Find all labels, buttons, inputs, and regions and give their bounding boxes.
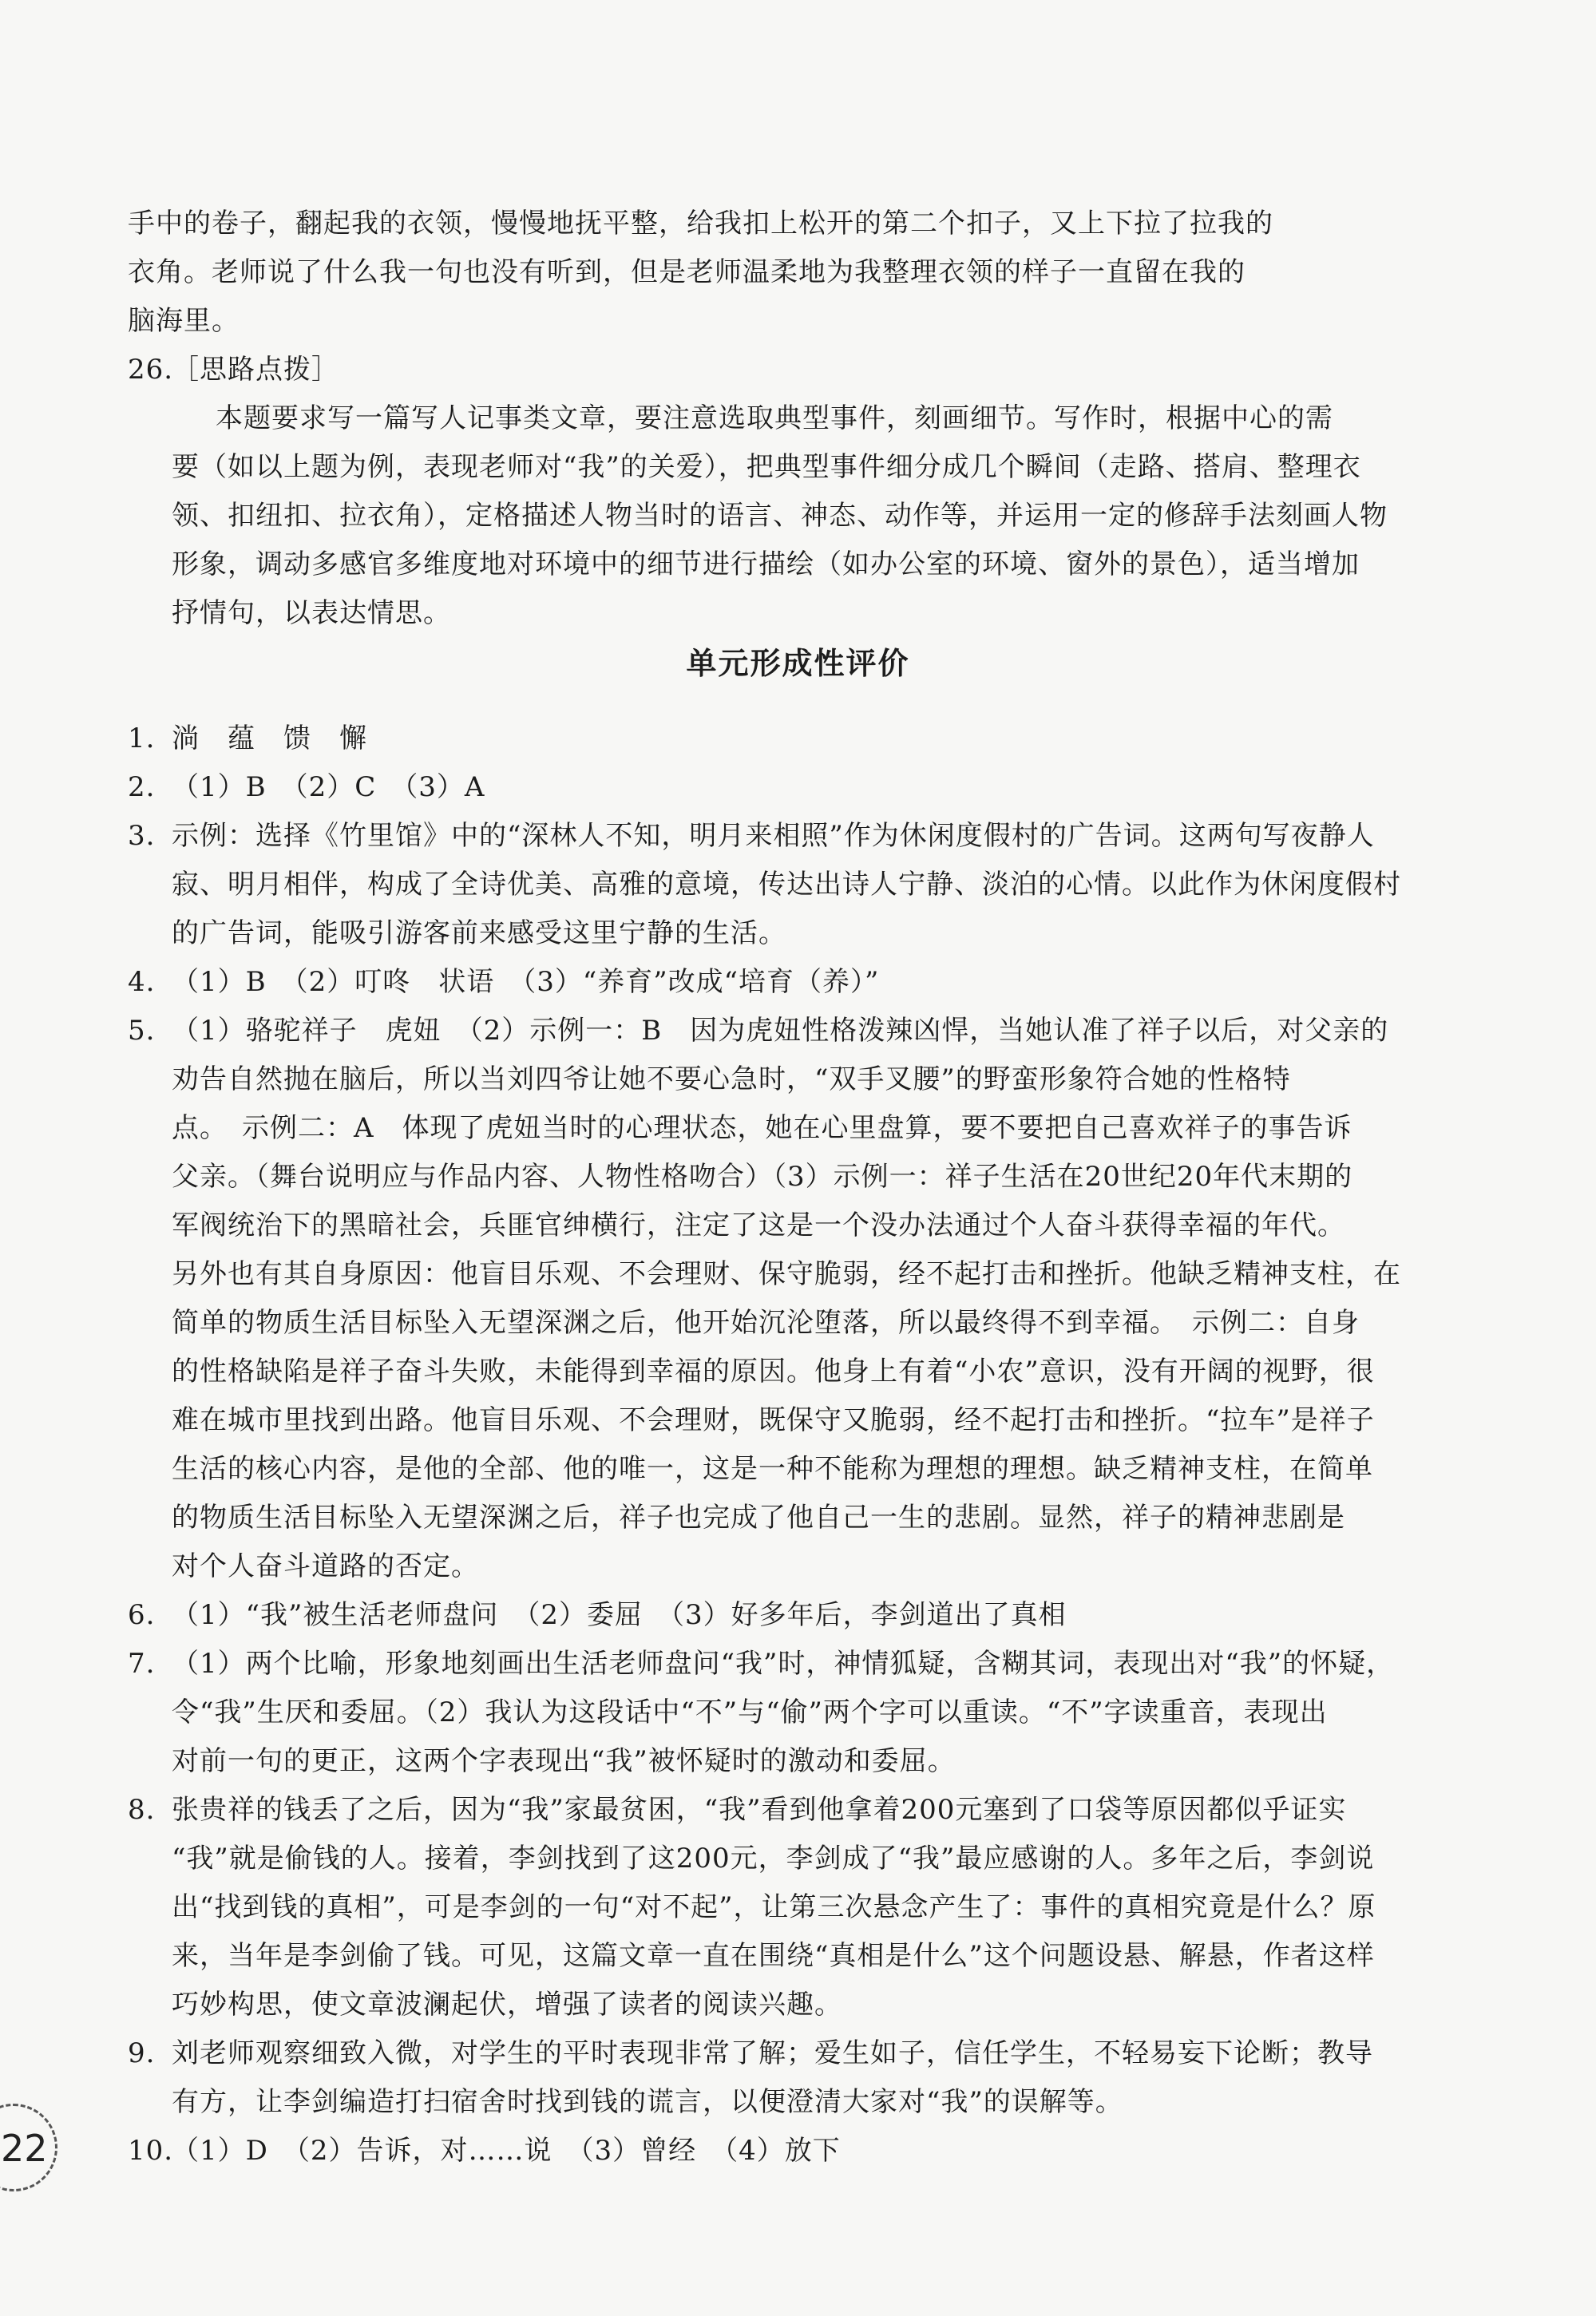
text-line: 脑海里。 [128,305,240,337]
answer-text: 淌 蕴 馈 懈 [172,723,367,754]
continuation-paragraph [128,200,1405,346]
text-line: 形象，调动多感官多维度地对环境中的细节进行描绘（如办公室的环境、窗外的景色），适当增加 [172,548,1360,580]
text-line: 军阀统治下的黑暗社会，兵匪官绅横行，注定了这是一个没办法通过个人奋斗获得幸福的年代。 [172,1209,1345,1241]
question-heading [128,346,1405,394]
text-line: 对个人奋斗道路的否定。 [172,1550,479,1582]
answers-list [128,715,1405,2175]
text-line: 出“找到钱的真相”，可是李剑的一句“对不起”，让第三次悬念产生了：事件的真相究竟是什么？原 [172,1891,1376,1923]
answer-text: （1）骆驼祥子 虎妞 （2）示例一：B 因为虎妞性格泼辣凶悍，当她认准了祥子以后，对父亲的 [172,1015,1389,1047]
hint-heading: ［思路点拨］ [172,354,339,386]
answer-5 [128,1007,1405,1591]
text-line: 的物质生活目标坠入无望深渊之后，祥子也完成了他自己一生的悲剧。显然，祥子的精神悲剧是 [172,1502,1345,1534]
answer-text: 刘老师观察细致入微，对学生的平时表现非常了解；爱生如子，信任学生，不轻易妄下论断；教导 [172,2037,1373,2069]
text-line [128,1007,1405,1055]
text-line: 有方，让李剑编造打扫宿舍时找到钱的谎言，以便澄清大家对“我”的误解等。 [172,2086,1123,2118]
answer-text: 示例：选择《竹里馆》中的“深林人不知，明月来相照”作为休闲度假村的广告词。这两句写夜静人 [172,820,1375,852]
answer-3 [128,812,1405,958]
text-line [128,2127,1405,2175]
text-line: 劝告自然抛在脑后，所以当刘四爷让她不要心急时，“双手叉腰”的野蛮形象符合她的性格特 [172,1063,1291,1095]
answer-10 [128,2127,1405,2175]
text-line: 衣角。老师说了什么我一句也没有听到，但是老师温柔地为我整理衣领的样子一直留在我的 [128,256,1246,288]
text-line [128,715,1405,763]
text-line: 本题要求写一篇写人记事类文章，要注意选取典型事件，刻画细节。写作时，根据中心的需 [216,402,1333,434]
question-26 [128,346,1405,638]
text-line: “我”就是偷钱的人。接着，李剑找到了这200元，李剑成了“我”最应感谢的人。多年之后，李剑说 [172,1843,1375,1875]
page-number: 22 [1,2127,48,2170]
text-line: 点。 示例二：A 体现了虎妞当时的心理状态，她在心里盘算，要不要把自己喜欢祥子的事告诉 [172,1112,1352,1144]
text-line [128,958,1405,1007]
text-line: 要（如以上题为例，表现老师对“我”的关爱），把典型事件细分成几个瞬间（走路、搭肩、整理衣 [172,451,1361,483]
text-line [128,2029,1405,2078]
answer-number: 3. [128,820,156,852]
text-line: 的广告词，能吸引游客前来感受这里宁静的生活。 [172,917,786,949]
text-line: 的性格缺陷是祥子奋斗失败，未能得到幸福的原因。他身上有着“小农”意识，没有开阔的视野，很 [172,1356,1375,1388]
question-number: 26. [128,354,174,386]
text-line: 难在城市里找到出路。他盲目乐观、不会理财，既保守又脆弱，经不起打击和挫折。“拉车”是祥子 [172,1404,1375,1436]
text-line: 生活的核心内容，是他的全部、他的唯一，这是一种不能称为理想的理想。缺乏精神支柱，在简单 [172,1453,1373,1485]
text-line: 手中的卷子，翻起我的衣领，慢慢地抚平整，给我扣上松开的第二个扣子，又上下拉了拉我的 [128,208,1273,240]
answer-number: 1. [128,723,156,754]
text-line: 寂、明月相伴，构成了全诗优美、高雅的意境，传达出诗人宁静、淡泊的心情。以此作为休闲度假村 [172,869,1401,901]
text-line [128,1591,1405,1640]
answer-1 [128,715,1405,763]
answer-text: （1）B （2）C （3）A [172,771,485,803]
text-line: 令“我”生厌和委屈。（2）我认为这段话中“不”与“偷”两个字可以重读。“不”字读重音，表现出 [172,1696,1328,1728]
answer-text: 张贵祥的钱丢了之后，因为“我”家最贫困，“我”看到他拿着200元塞到了口袋等原因都似乎证实 [172,1794,1347,1826]
text-line [128,763,1405,812]
answer-7 [128,1640,1405,1786]
text-line: 简单的物质生活目标坠入无望深渊之后，他开始沉沦堕落，所以最终得不到幸福。 示例二：自身 [172,1307,1360,1339]
answer-text: （1）B （2）叮咚 状语 （3）“养育”改成“培育（养）” [172,966,880,998]
answer-4 [128,958,1405,1007]
section-title: 单元形成性评价 [686,646,910,681]
answer-number: 10. [128,2135,174,2167]
answer-number: 2. [128,771,156,803]
answer-number: 5. [128,1015,156,1047]
text-line: 巧妙构思，使文章波澜起伏，增强了读者的阅读兴趣。 [172,1989,842,2021]
answer-number: 6. [128,1599,156,1631]
answer-number: 9. [128,2037,156,2069]
text-line: 父亲。（舞台说明应与作品内容、人物性格吻合）（3）示例一：祥子生活在20世纪20年代末期的 [172,1161,1353,1193]
answer-6 [128,1591,1405,1640]
text-line: 对前一句的更正，这两个字表现出“我”被怀疑时的激动和委屈。 [172,1745,956,1777]
answer-number: 8. [128,1794,156,1826]
text-line: 抒情句，以表达情思。 [172,597,451,629]
text-line: 领、扣纽扣、拉衣角），定格描述人物当时的语言、神态、动作等，并运用一定的修辞手法刻画人物 [172,500,1388,532]
text-line [128,812,1405,861]
answer-9 [128,2029,1405,2127]
answer-number: 4. [128,966,156,998]
answer-number: 7. [128,1648,156,1680]
text-line [128,1640,1405,1689]
answer-8 [128,1786,1405,2029]
answer-2 [128,763,1405,812]
text-line: 另外也有其自身原因：他盲目乐观、不会理财、保守脆弱，经不起打击和挫折。他缺乏精神支柱，在 [172,1258,1401,1290]
answer-text: （1）两个比喻，形象地刻画出生活老师盘问“我”时，神情狐疑，含糊其词，表现出对“我”的怀疑， [172,1648,1395,1680]
answer-text: （1）D （2）告诉，对……说 （3）曾经 （4）放下 [172,2135,841,2167]
page-number-badge [0,2104,57,2191]
text-line [128,1786,1405,1835]
answer-text: （1）“我”被生活老师盘问 （2）委屈 （3）好多年后，李剑道出了真相 [172,1599,1067,1631]
text-line: 来，当年是李剑偷了钱。可见，这篇文章一直在围绕“真相是什么”这个问题设悬、解悬，作者这样 [172,1940,1375,1972]
